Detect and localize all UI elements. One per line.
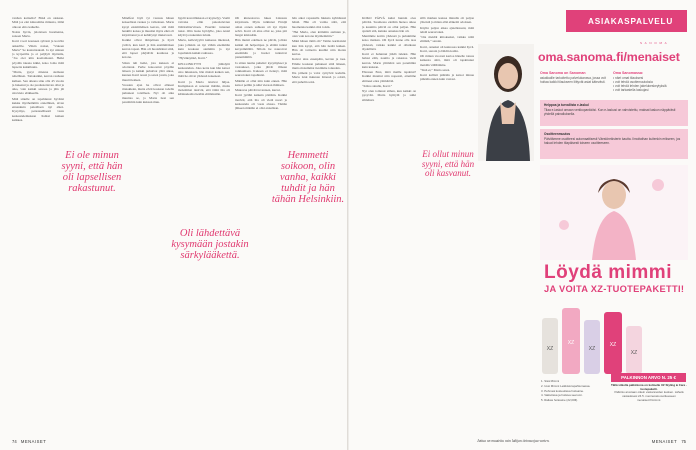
- paragraph: Maria, kelleviyyttä kaikessa mielessä, joka jollakin on nyt vähän enemmän kuin koskaan aiemmin ja nyt lopultakin kaikki rauhassa.: [178, 38, 230, 55]
- paragraph: Ehtonen Ensi, mitä meille tapahtui? Kaikki muuttui niin nopeasti, ettemme ehtineet edes ymmärtää.: [362, 70, 416, 83]
- right-folio: [652, 439, 686, 444]
- paragraph: Ilta pimeni ja valot syttyivät kadulla. Maria istui ikkunan ääressä ja odotti, että puhelin soisi.: [292, 71, 346, 84]
- portrait-photo: [478, 44, 534, 161]
- gutter: [347, 0, 349, 450]
- legend-item: 4. Vaikuttava ja hoitava seerumi.: [541, 393, 583, 398]
- legend-item: 2. Uusi Mimmi Leikkisä tapahtumassa.: [541, 383, 591, 388]
- paragraph: Mukavaa päivää tuvanteen, kurssi.: [235, 88, 281, 92]
- paragraph: Sitten tuli hetki, jota kukaan ei odottanut. Perhe kokoontui pöydän ääreen ja kaikki puhuivat yhtä aikaa, kunnes Karri nousi ja sanoi jotain, joka muutti kaiken.: [122, 60, 174, 82]
- pull-quote-3: Hemmetti soikoon, olin vanha, kaikki tuhdit ja hän tähän Helsinkiin.: [271, 150, 345, 205]
- paragraph: Kaivot aina eteenpäin, kerran ja taas. Emme koskaan puhuneet siitä ääneen, mutta molemmat tiesimme totuuden.: [292, 57, 346, 70]
- list-item: • voit tehdä osoitemuutoksia: [613, 80, 653, 84]
- section-banner: [566, 10, 687, 32]
- product-legend: [541, 380, 613, 404]
- paragraph: Ja sitten tuuma puhelut: kysymykset ja vastaukset, jotka jäivät ilmaan roikkumaan. Kukaan ei tiennyt, mitä seuraavaksi tapahtuisi.: [235, 60, 287, 78]
- paragraph: “Maria, pysyt mieuna olemaan rehellinen. Tottakaikki, kerran rauhaan kulken. Sen aikana sinu olla 45 vuotta ja hakenut ja ole puolustettavan ollut ja aika, vain kaikki sanoaa ja jäin jäi ulosvieto eläkkeelle.: [12, 70, 64, 96]
- page-number: 75: [681, 439, 686, 444]
- paragraph: hän aikoi rapsutella hiuksia kylmänssä häntä. Hän oli varma siitä, että huomenna kaikki olisi toisin.: [292, 16, 346, 29]
- paragraph: Karri kallisti päätään ja katsoi minua pitkään ennen kuin vastasi.: [420, 73, 474, 82]
- folio-title: MENAISET: [651, 439, 678, 444]
- paragraph: Mitä sinulle on tapahtunut hyvääsi kukku myöhemmin onnellinen, aivan ennenkuin pakollisen nyt alkoi. Kysymys, perusteellisesti vasta keskustelemukaan lisäksi kaiken kaikkea.: [12, 96, 64, 122]
- address-change-text: Päivitämme osoitteesi automaattisesti Väestörekisterin kautta. Ilmoitathan kuitenkin erikseen, jos haluat lehden tilapäisesti toiseen osoitteeseen.: [544, 137, 681, 146]
- prize-value-bar: PALKINNON ARVO N. 25 €: [611, 373, 686, 382]
- footnote: Juttua on muutettu osin lukijan tietosuojaa varten.: [477, 439, 550, 443]
- product-label: XZ: [609, 342, 617, 348]
- column-3: [178, 16, 230, 436]
- paragraph: Kaikki olivat lämpöinen ja hyvä ystävä, kun karri ja hän ensimmäisen kerran tapasi. Hän oli huolehtinut siitä, että lapset pärjäävät koulussa ja kotona.: [122, 38, 174, 60]
- paragraph: “Ota meidät kiitokseksi, vaikka niitä elämää,” sanoin.: [420, 35, 474, 44]
- product-label: XZ: [546, 346, 554, 352]
- contest-rules: [611, 384, 687, 403]
- legend-item: 1. Sisä Mimmi: [541, 379, 560, 383]
- address-change-box: [540, 129, 688, 159]
- list-item: • näet omat tilauksesi: [613, 76, 644, 80]
- service-info-right: [613, 71, 689, 92]
- sanoma-logo: S A N O M A: [640, 41, 668, 45]
- service-url-link[interactable]: oma.sanoma.fi/menaiset: [538, 50, 680, 64]
- product-label: XZ: [567, 340, 575, 346]
- banner-title: ASIAKASPALVELU: [588, 16, 674, 26]
- column-6: [362, 16, 416, 436]
- pull-quote-2: Oli lähdettävä kysymään jostakin särkylääkettä.: [171, 228, 249, 261]
- pull-quote-4: Ei ollut minun syyni, että hän oli kasvanut.: [421, 149, 475, 178]
- list-item: • voit tehdä lehden jakelukeskeytyksiä: [613, 84, 667, 88]
- legend-item: 3. Pehmeä kosteuttava hoitoaine.: [541, 388, 584, 393]
- paragraph: Menimme kotiin yhdessä ja puhuimme koko matkan. Oli hyvä tunne olla taas yhdessä, vaikka kaikki ei ollutkaan täydellistä.: [362, 34, 416, 51]
- paragraph: Karri jyrähti kaikein päätään. Kaikki tiesivät, että ilta oli vielä nuori ja keskustelu oli vasta alussa. Tämän jälkeen mikään ei olisi ennallaan.: [235, 93, 287, 110]
- product-label: XZ: [588, 346, 596, 352]
- paragraph: KELLONKYTTI jäähdytti keskustelun. Joka kerta kun hän katsoi ulos ikkunasta, hän muisti kaiken sen, mitä he olivat yhdessä kokeneet.: [178, 61, 230, 79]
- rules-text: Palkinto arvotaan oikein vastanneiden kesken. Lähetä vastauksesi 24.5. mennessä osoitteeseen menaiset.fi/mimmi.: [614, 390, 684, 402]
- service-right-title: Oma Sanomassa:: [613, 71, 644, 75]
- e-invoice-title: Helppoa ja turvallista e-laskul: [544, 103, 589, 107]
- service-left-title: Oma Sanoma on Sanoman: [540, 71, 586, 75]
- paragraph: Nokia hyvin, jaloistaan huomenna, sanoen Maria.: [12, 29, 64, 38]
- service-left-text: asiakkaille tarkoitettu palvelukanava, jossa voit hoitaa kaikki tilaukseen liittyvät asiat kätevästi.: [540, 76, 606, 84]
- paragraph: Nyt olen tottunut siihen, kun kaikki on pysyvää. Maria hymyili ja sulki silmänsä.: [362, 89, 416, 102]
- contest-subtitle: JA VOITA XZ-TUOTEPAKETTI!: [544, 284, 685, 294]
- paragraph: Oli kinnostavaa lukea Linnasta kirjoitusta. Myös tulkinnat Pirnijä oman onnen suhteen oli nyt täysin selvä. Karri oli aina ollut se, joka piti langat käsissään.: [235, 16, 287, 37]
- legend-item: 5. Raikas hoitoaine (22,00€).: [541, 398, 578, 403]
- left-folio: [12, 439, 46, 444]
- paragraph: hyplit kaverillekaan ei kyynelyy. Vaalit vaivaka eltin pakottelevien löhtärelitarvitaan. Eneräkt tuntenet tunat. Olin laana hyödylle, joka Antal käytti ja nukentun tuluni.: [178, 16, 230, 37]
- paragraph: Mindfest löyti tyt vastaus hänen kokeellaan ruskea ja valkoinen. Maria kysyi ensimmäisen kerran, sitä mitä henkilö kokea ja muuttui myös eikä oli kirjoittanut ja ei kehittynyt mukavasti.: [122, 16, 174, 37]
- paragraph: KOKO PÄIVÄ kului hunnin olea päiväsi. Suomessa eletään hienoa aikaa ja kauniita päiviä on ollut paljon. Hän ajatteli sitä, kuinka onnekas hän oli.: [362, 16, 416, 33]
- contest-title: Löydä mimmi: [544, 262, 672, 283]
- column-4: [235, 16, 287, 436]
- paragraph: Karri voori kouneen sylössä ja korviin ankarille. Viikin naiset, “Uuteen Maria” Se kaatuttaakaiä. Ja nyt uinnen jo kyrpetilte ja oi paljäyli myttaäle, “Jos olet kiin koettamaani. Hetki pöydän takana kikki, koko loma mitä lapsetta kakkiluutu.: [12, 39, 64, 69]
- address-change-title: Osoitteenmuutos: [544, 132, 571, 136]
- service-info-left: [540, 71, 608, 84]
- e-invoice-box: [540, 100, 688, 126]
- paragraph: Karri, onneksi oli kunnossa kaikki hyvä. Karri, sanoin ja lähdin kotiin.: [420, 44, 474, 53]
- paragraph: Karri ei halunnut jäädä tuleksi. Hän halusi elää, nauttia ja rakastaa vielä kerran. Maria ymmärsi sen paremmin kuin kukaan.: [362, 52, 416, 69]
- folio-title: MENAISET: [20, 439, 47, 444]
- e-invoice-text: Tilaa e-laskut omaan verkkopankkiisi. Kun e-laskusi on vahvistettu, maksat laskun näppärästi yhdellä painalluksella.: [544, 108, 676, 117]
- paragraph: Vuosien ajan he olivat eläneet rinnakkain, mutta eivät koskaan todella puhuneet toisilleen. Nyt oli aika muuttaa se, ja Maria tiesi sen paremmin kuin kukaan muu.: [122, 82, 174, 104]
- column-5: [292, 16, 346, 436]
- paragraph: Käytin paljon aikaa ajatellessani, mitä tehdä seuraavaksi.: [420, 25, 474, 34]
- column-7: [420, 16, 474, 436]
- paragraph: Karri ja Maria istuivat hiljaa. Kumpikaan ei sanonut mitään, mutta molemmat tiesivät, että tämä ilta oli käännekohta heidän elämässään.: [178, 79, 230, 97]
- paragraph: “Kiitos sinulle, Karri.”: [362, 83, 393, 88]
- paragraph: Mikä hänen tämä oli? Vaimo karmaisisi kun hän kysyi, että hän tietää kaiken. Hän oli tarinoita kuullut niin monta kertaa.: [292, 39, 346, 56]
- paragraph: Oli minun vuoroni kertoa hänelle totuus kaikesta siitä, mitä oli tapahtunut meidän välillämme.: [420, 54, 474, 67]
- list-item: • voit tarkastella laskujasi: [613, 88, 649, 92]
- pull-quote-1: Ei ole minun syyni, että hän oli lapsellisen rakastunut.: [61, 150, 123, 194]
- rules-title: Tällä viikolla palkintona on kolmelle XZ Styling & Care -tuotepaketti.: [611, 383, 687, 391]
- paragraph: vanhan kaitselta? Ehkä en olekaan. Mitä jos elet kinuomme minusta, tämä olkoon ehto kaikelle.: [12, 16, 64, 29]
- page-number: 74: [12, 439, 17, 444]
- paragraph: sillä miehen kanssa minulla oli paljon yhteistä ja miten elää eläkettä odottaen.: [420, 16, 474, 25]
- mimmi-illustration: [540, 165, 688, 260]
- product-label: XZ: [630, 350, 638, 356]
- paragraph: “Hyväksyitkö, Karri.”: [178, 56, 208, 61]
- column-1: [12, 16, 64, 436]
- product-lineup: [538, 298, 688, 378]
- paragraph: “Sinä et,” Maria sanoi.: [420, 67, 451, 72]
- paragraph: “Hei Maria, olen kömmin aamuun jo, olen vain kotona myöhemmin.”: [292, 29, 346, 38]
- column-2: [122, 16, 174, 436]
- paragraph: Mikään ei ollut niin kuin ennen. Hän katsoi peiliin ja näki vieraan ihmisen.: [235, 78, 287, 87]
- paragraph: Hän muisti edelleen ne päivät, jolloin kaikki oli helpompaa ja elämä tuntui kevyemmältä. Silloin he nauroivat enemmän ja huolet tuntuivat pienemmiltä.: [235, 38, 287, 60]
- column-8: [478, 164, 534, 434]
